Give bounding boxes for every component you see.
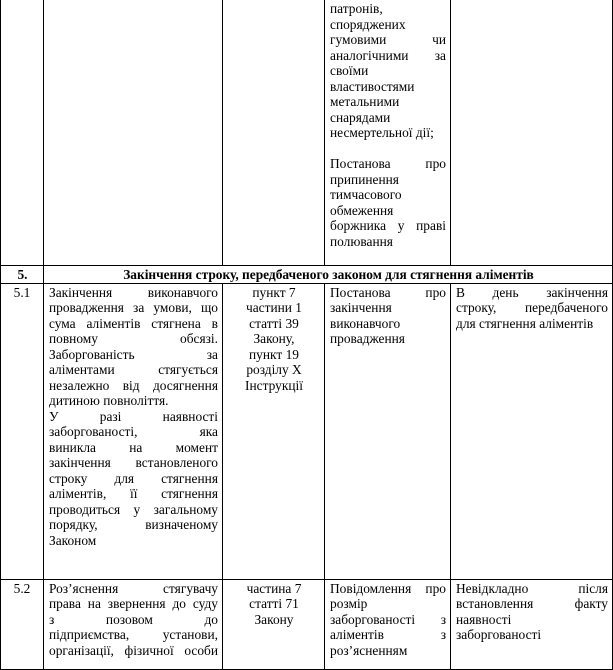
text-line: організації, фізичної особи: [49, 642, 218, 658]
text-line: сума аліментів стягнена в: [49, 315, 218, 331]
text-line: незалежно від досягнення: [49, 377, 218, 393]
cell-description: [44, 283, 223, 579]
text-line: підприємства, установи,: [49, 627, 218, 642]
cell-document: [325, 283, 451, 579]
text-line: аліментами стягується: [49, 362, 218, 377]
text-line: закінчення встановленого: [49, 455, 218, 470]
cell-legal-basis: [223, 579, 325, 669]
table-row: [1, 579, 613, 669]
text-line: Постанова про: [330, 156, 446, 171]
cell-legal-basis: [223, 283, 325, 579]
text-line: своїми: [330, 63, 369, 78]
cell-document: [325, 0, 451, 266]
text-line: аліментів, її стягнення: [49, 486, 218, 501]
text-line: Заборгованість за: [49, 346, 218, 362]
table-row: [1, 283, 613, 579]
text-line: Законом: [49, 532, 97, 548]
text-line: Невідкладно після: [456, 580, 608, 596]
text-line: статті 71: [249, 596, 299, 611]
cell-description: [44, 0, 223, 266]
text-line: пункт 7: [252, 284, 296, 300]
text-line: заборгованості, яка: [49, 424, 218, 439]
text-line: порядку, визначеному: [49, 517, 218, 532]
cell-number: 5.2: [1, 579, 44, 669]
text-line: Постанова про: [330, 284, 446, 300]
text-line: заборгованості з: [330, 611, 446, 627]
section-title: Закінчення строку, передбаченого законом для стягнення аліментів: [44, 266, 613, 284]
text-line: провадження: [330, 331, 405, 346]
text-line: виконавчого: [330, 315, 401, 331]
text-line: розділу Х: [246, 362, 302, 377]
text-line: права на звернення до суду: [49, 596, 218, 611]
table-row-continuation: [1, 0, 613, 266]
text-line: статті 39: [249, 315, 299, 331]
text-line: строку, передбаченого: [456, 300, 608, 315]
text-line: Закону: [254, 611, 294, 627]
text-line: патронів,: [330, 1, 383, 16]
text-line: аналогічними за: [330, 47, 446, 63]
text-line: роз’ясненням: [330, 642, 408, 658]
text-line: Роз’яснення стягувачу: [49, 580, 218, 596]
cell-document: [325, 579, 451, 669]
text-line: аліментів з: [330, 627, 446, 642]
cell-legal-basis: [223, 0, 325, 266]
text-line: обмеження: [330, 202, 394, 218]
text-line: Закінчення виконавчого: [49, 284, 218, 300]
text-line: повному обсязі.: [49, 331, 218, 346]
cell-number: [1, 0, 44, 266]
text-line: заборгованості: [456, 627, 542, 642]
text-line: встановлення факту: [456, 596, 608, 611]
text-line: метальними: [330, 94, 400, 109]
text-line: проводиться у загальному: [49, 501, 218, 517]
text-line: гумовими чи: [330, 32, 446, 47]
text-line: Закону,: [253, 331, 295, 346]
text-line: з позовом до: [49, 611, 218, 627]
text-line: закінчення: [330, 300, 392, 315]
text-line: пункт 19: [249, 346, 299, 362]
text-line: для стягнення аліментів: [456, 315, 594, 331]
text-line: полювання: [330, 233, 393, 249]
text-line: частини 1: [245, 300, 302, 315]
text-line: строку для стягнення: [49, 470, 218, 486]
text-line: частина 7: [246, 580, 302, 596]
text-line: боржника у праві: [330, 218, 446, 233]
text-line: споряджених: [330, 16, 406, 32]
text-line: снарядами: [330, 109, 391, 125]
text-line: припинення: [330, 171, 399, 187]
section-header-row: [1, 266, 613, 284]
text-line: розмір: [330, 596, 368, 611]
cell-number: 5.1: [1, 283, 44, 579]
text-line: властивостями: [330, 78, 415, 94]
text-line: провадження за умови, що: [49, 300, 218, 315]
cell-description: [44, 579, 223, 669]
cell-deadline: [451, 0, 613, 266]
text-line: тимчасового: [330, 187, 402, 202]
text-line: несмертельної дії;: [330, 125, 434, 140]
cell-deadline: [451, 579, 613, 669]
text-line: В день закінчення: [456, 284, 608, 300]
text-line: виникла на момент: [49, 439, 218, 455]
text-line: Повідомлення про: [330, 580, 446, 596]
text-line: дитиною повноліття.: [49, 393, 169, 408]
paragraph-gap: [330, 141, 446, 157]
cell-deadline: [451, 283, 613, 579]
text-line: У разі наявності: [49, 408, 218, 424]
section-number: 5.: [1, 266, 44, 284]
text-line: наявності: [456, 611, 512, 627]
text-line: Інструкції: [245, 377, 303, 393]
